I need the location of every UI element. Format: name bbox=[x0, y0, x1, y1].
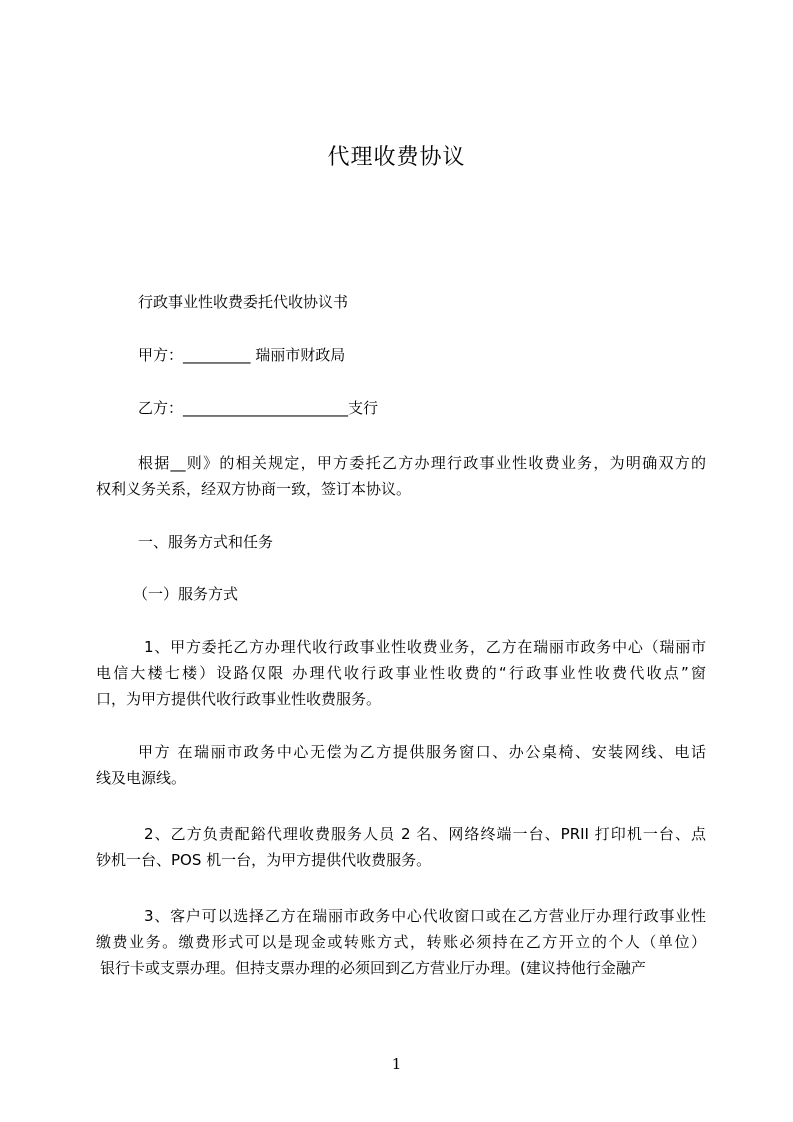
item-1b-line-2: 线及电源线。 bbox=[96, 769, 187, 787]
agreement-subtitle: 行政事业性收费委托代收协议书 bbox=[138, 293, 349, 311]
item-2-line-2: 钞机一台、POS 机一台，为甲方提供代收费服务。 bbox=[96, 851, 432, 869]
item-2-paragraph bbox=[96, 821, 706, 873]
item-3-line-2: 缴费业务。缴费形式可以是现金或转账方式，转账必须持在乙方开立的个人（单位） bbox=[96, 933, 706, 951]
document-title: 代理收费协议 bbox=[327, 145, 466, 170]
page-number: 1 bbox=[391, 1055, 402, 1073]
item-3-line-1: 3、客户可以选择乙方在瑞丽市政务中心代收窗口或在乙方营业厅办理行政事业性 bbox=[144, 907, 706, 925]
item-1b-paragraph bbox=[96, 739, 706, 791]
section-heading-1: 一、服务方式和任务 bbox=[138, 533, 274, 551]
party-b-line: 乙方：______________________支行 bbox=[138, 399, 379, 417]
item-1-paragraph bbox=[96, 634, 706, 712]
item-2-line-1: 2、乙方负责配鋊代理收费服务人员 2 名、网络终端一台、PRII 打印机一台、点 bbox=[144, 825, 706, 843]
item-3-paragraph bbox=[96, 903, 706, 981]
item-3-line-3: 银行卡或支票办理。但持支票办理的必须回到乙方营业厅办理。(建议持他行金融产 bbox=[100, 959, 646, 977]
item-1b-line-1: 甲方 在瑞丽市政务中心无偿为乙方提供服务窗口、办公桌椅、安装网线、电话 bbox=[138, 743, 706, 761]
subsection-heading-1: （一）服务方式 bbox=[133, 585, 239, 603]
intro-line-1: 根据__则》的相关规定，甲方委托乙方办理行政事业性收费业务，为明确双方的 bbox=[138, 454, 706, 472]
intro-line-2: 权利义务关系，经双方协商一致，签订本协议。 bbox=[96, 480, 412, 498]
item-1-line-3: 口，为甲方提供代收行政事业性收费服务。 bbox=[96, 690, 382, 708]
item-1-line-2: 电信大楼七楼）设路仅限 办理代收行政事业性收费的“行政事业性收费代收点”窗 bbox=[96, 664, 706, 682]
intro-paragraph bbox=[96, 450, 706, 502]
party-a-line: 甲方：_________ 瑞丽市财政局 bbox=[138, 346, 346, 364]
item-1-line-1: 1、甲方委托乙方办理代收行政事业性收费业务，乙方在瑞丽市政务中心（瑞丽市 bbox=[144, 638, 706, 656]
